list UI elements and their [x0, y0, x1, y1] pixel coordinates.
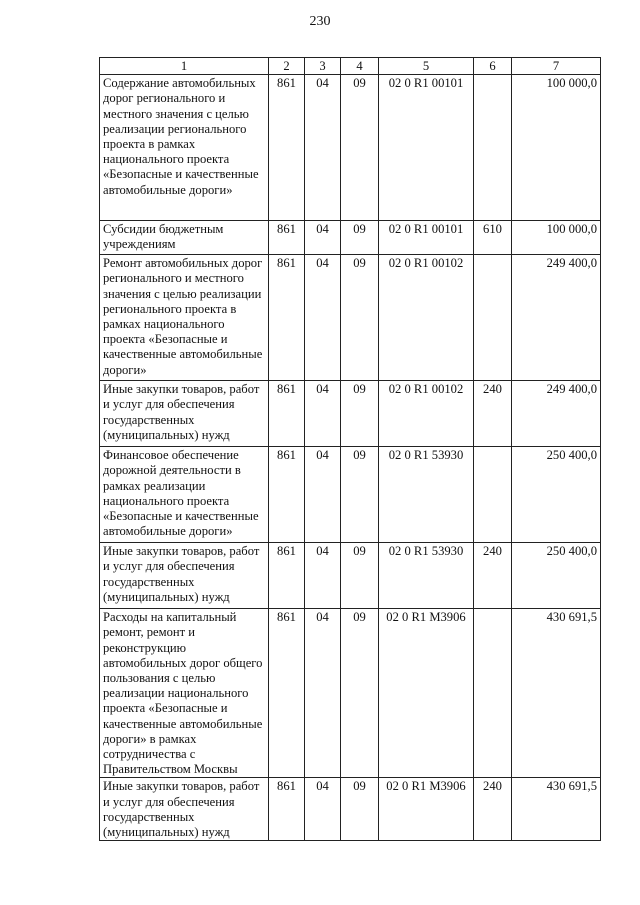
section-cell: 04 — [305, 778, 341, 841]
header-cell: 6 — [474, 58, 512, 75]
header-cell: 3 — [305, 58, 341, 75]
header-cell: 2 — [269, 58, 305, 75]
page-number: 230 — [309, 14, 331, 29]
amount-cell: 430 691,5 — [512, 609, 601, 778]
expense-name-cell: Иные закупки товаров, работ и услуг для обеспечения государственных (муниципальных) нужд — [100, 778, 269, 841]
expense-name-cell: Финансовое обеспечение дорожной деятельности в рамках реализации национального проекта «Безопасные и качественные автомобильные дороги» — [100, 447, 269, 543]
table-row — [100, 75, 601, 221]
expense-type-cell: 240 — [474, 381, 512, 447]
expense-type-cell: 240 — [474, 778, 512, 841]
table-row — [100, 221, 601, 255]
section-cell: 04 — [305, 75, 341, 221]
subsection-cell: 09 — [341, 255, 379, 381]
subsection-cell: 09 — [341, 221, 379, 255]
budget-table — [99, 57, 601, 841]
target-article-cell: 02 0 R1 00101 — [379, 75, 474, 221]
target-article-cell: 02 0 R1 53930 — [379, 447, 474, 543]
expense-type-cell — [474, 75, 512, 221]
expense-type-cell — [474, 255, 512, 381]
ministry-code-cell: 861 — [269, 447, 305, 543]
target-article-cell: 02 0 R1 00102 — [379, 381, 474, 447]
table-row — [100, 778, 601, 841]
amount-cell: 250 400,0 — [512, 447, 601, 543]
expense-name-cell: Субсидии бюджетным учреждениям — [100, 221, 269, 255]
header-cell: 1 — [100, 58, 269, 75]
section-cell: 04 — [305, 221, 341, 255]
table-row — [100, 255, 601, 381]
target-article-cell: 02 0 R1 53930 — [379, 543, 474, 609]
ministry-code-cell: 861 — [269, 75, 305, 221]
expense-type-cell — [474, 447, 512, 543]
section-cell: 04 — [305, 543, 341, 609]
expense-type-cell: 240 — [474, 543, 512, 609]
expense-name-cell: Иные закупки товаров, работ и услуг для обеспечения государственных (муниципальных) нужд — [100, 543, 269, 609]
section-cell: 04 — [305, 447, 341, 543]
ministry-code-cell: 861 — [269, 543, 305, 609]
target-article-cell: 02 0 R1 M3906 — [379, 778, 474, 841]
ministry-code-cell: 861 — [269, 255, 305, 381]
subsection-cell: 09 — [341, 447, 379, 543]
table-row — [100, 543, 601, 609]
section-cell: 04 — [305, 609, 341, 778]
table-row — [100, 609, 601, 778]
amount-cell: 100 000,0 — [512, 75, 601, 221]
header-cell: 7 — [512, 58, 601, 75]
target-article-cell: 02 0 R1 00102 — [379, 255, 474, 381]
subsection-cell: 09 — [341, 75, 379, 221]
expense-name-cell: Содержание автомобильных дорог регионального и местного значения с целью реализации регионального проекта в рамках национального проекта «Безопасные и качественные автомобильные дороги» — [100, 75, 269, 221]
expense-name-cell: Иные закупки товаров, работ и услуг для обеспечения государственных (муниципальных) нужд — [100, 381, 269, 447]
ministry-code-cell: 861 — [269, 381, 305, 447]
ministry-code-cell: 861 — [269, 609, 305, 778]
table-row — [100, 447, 601, 543]
section-cell: 04 — [305, 255, 341, 381]
ministry-code-cell: 861 — [269, 221, 305, 255]
amount-cell: 250 400,0 — [512, 543, 601, 609]
amount-cell: 100 000,0 — [512, 221, 601, 255]
table-header-row — [100, 58, 601, 75]
subsection-cell: 09 — [341, 543, 379, 609]
expense-type-cell — [474, 609, 512, 778]
ministry-code-cell: 861 — [269, 778, 305, 841]
expense-type-cell: 610 — [474, 221, 512, 255]
subsection-cell: 09 — [341, 381, 379, 447]
subsection-cell: 09 — [341, 609, 379, 778]
expense-name-cell: Ремонт автомобильных дорог регионального и местного значения с целью реализации регионального проекта в рамках национального проекта «Безопасные и качественные автомобильные дороги» — [100, 255, 269, 381]
expense-name-cell: Расходы на капитальный ремонт, ремонт и реконструкцию автомобильных дорог общего пользования с целью реализации национального проекта «Безопасные и качественные автомобильные дороги» в рамках сотрудничества с Правительством Москвы — [100, 609, 269, 778]
amount-cell: 249 400,0 — [512, 381, 601, 447]
section-cell: 04 — [305, 381, 341, 447]
header-cell: 4 — [341, 58, 379, 75]
target-article-cell: 02 0 R1 M3906 — [379, 609, 474, 778]
target-article-cell: 02 0 R1 00101 — [379, 221, 474, 255]
amount-cell: 249 400,0 — [512, 255, 601, 381]
header-cell: 5 — [379, 58, 474, 75]
subsection-cell: 09 — [341, 778, 379, 841]
amount-cell: 430 691,5 — [512, 778, 601, 841]
table-row — [100, 381, 601, 447]
